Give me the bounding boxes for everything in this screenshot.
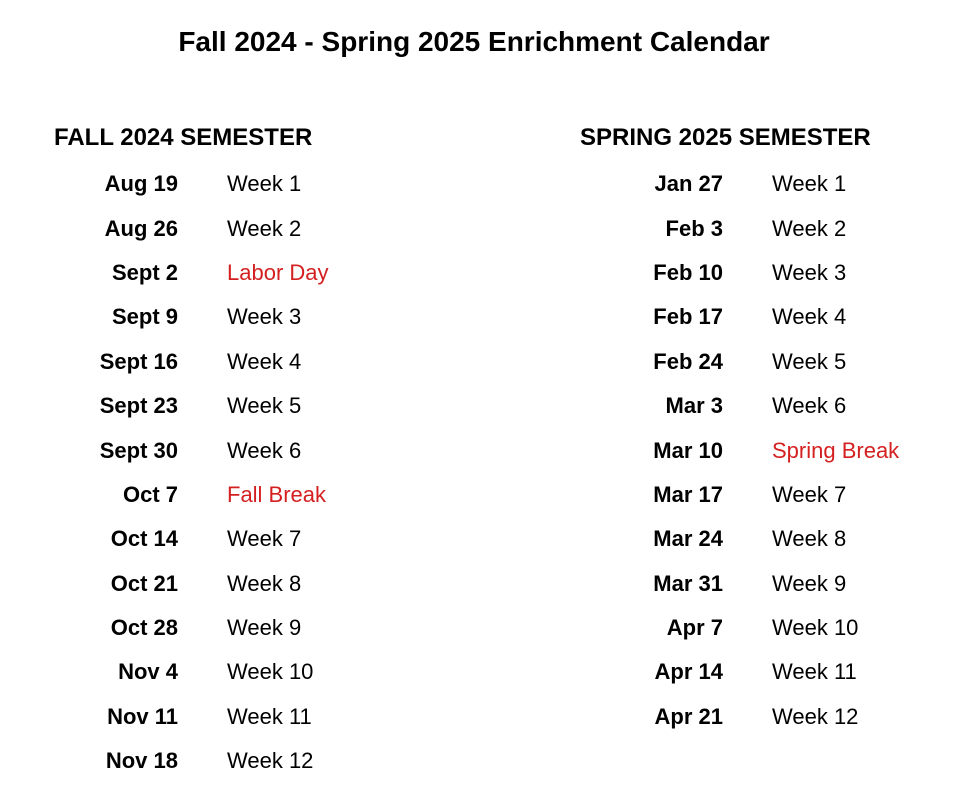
week-date: Sept 23	[99, 393, 178, 419]
week-label: Week 3	[772, 259, 847, 285]
week-label: Week 7	[772, 481, 847, 507]
week-label: Week 10	[772, 615, 859, 641]
week-label: Week 9	[772, 570, 847, 596]
week-date: Aug 19	[104, 171, 178, 197]
week-date: Apr 21	[654, 703, 723, 729]
schedule-row	[54, 562, 329, 606]
week-label: Week 8	[227, 570, 302, 596]
week-label: Week 8	[772, 526, 847, 552]
schedule-row	[54, 384, 329, 428]
week-date: Sept 2	[111, 259, 178, 285]
week-date: Feb 17	[653, 304, 723, 330]
schedule-row	[54, 695, 329, 739]
week-label: Week 7	[227, 526, 302, 552]
week-date: Oct 28	[110, 615, 178, 641]
fall-semester-section	[54, 120, 329, 783]
schedule-row	[54, 650, 329, 694]
week-date: Oct 7	[122, 481, 178, 507]
week-date: Mar 24	[653, 526, 723, 552]
spring-semester-heading: SPRING 2025 SEMESTER	[580, 124, 871, 151]
spring-semester-section	[580, 120, 899, 739]
week-label: Week 6	[772, 393, 847, 419]
schedule-row	[580, 384, 899, 428]
week-label: Week 2	[227, 215, 302, 241]
week-date: Feb 3	[665, 215, 723, 241]
fall-semester-heading: FALL 2024 SEMESTER	[54, 124, 313, 151]
schedule-row	[580, 473, 899, 517]
schedule-row	[580, 517, 899, 561]
week-label: Week 5	[772, 348, 847, 374]
schedule-row	[54, 606, 329, 650]
week-date: Oct 14	[110, 526, 178, 552]
week-date: Oct 21	[110, 570, 178, 596]
week-label: Week 1	[227, 171, 302, 197]
week-date: Nov 11	[107, 703, 178, 729]
week-date: Jan 27	[654, 171, 723, 197]
schedule-row	[54, 428, 329, 472]
schedule-row	[54, 340, 329, 384]
week-label: Week 11	[227, 703, 312, 729]
week-label: Week 3	[227, 304, 302, 330]
week-label: Week 12	[227, 748, 314, 774]
week-date: Mar 31	[653, 570, 723, 596]
schedule-row	[54, 251, 329, 295]
schedule-row	[580, 162, 899, 206]
holiday-label: Fall Break	[227, 481, 327, 507]
schedule-row	[54, 473, 329, 517]
week-date: Feb 24	[653, 348, 723, 374]
schedule-row	[580, 695, 899, 739]
week-date: Sept 9	[111, 304, 178, 330]
week-label: Week 12	[772, 703, 859, 729]
holiday-label: Labor Day	[227, 259, 329, 285]
calendar-title: Fall 2024 - Spring 2025 Enrichment Calendar	[178, 26, 770, 57]
week-date: Apr 14	[654, 659, 723, 685]
schedule-row	[580, 606, 899, 650]
fall-schedule-list	[54, 162, 329, 783]
week-date: Sept 16	[99, 348, 178, 374]
week-label: Week 10	[227, 659, 314, 685]
week-date: Nov 18	[105, 748, 178, 774]
schedule-row	[580, 562, 899, 606]
week-date: Apr 7	[666, 615, 723, 641]
schedule-row	[580, 650, 899, 694]
week-date: Mar 17	[653, 481, 723, 507]
schedule-row	[54, 162, 329, 206]
week-date: Sept 30	[99, 437, 178, 463]
schedule-row	[54, 739, 329, 783]
schedule-row	[580, 206, 899, 250]
week-date: Aug 26	[104, 215, 178, 241]
week-label: Week 6	[227, 437, 302, 463]
week-label: Week 11	[772, 659, 857, 685]
schedule-row	[54, 295, 329, 339]
week-date: Nov 4	[118, 659, 178, 685]
week-label: Week 4	[227, 348, 302, 374]
schedule-row	[580, 428, 899, 472]
schedule-row	[580, 340, 899, 384]
week-date: Mar 3	[665, 393, 723, 419]
schedule-row	[580, 295, 899, 339]
week-label: Week 9	[227, 615, 302, 641]
schedule-row	[580, 251, 899, 295]
spring-schedule-list	[580, 162, 899, 739]
week-date: Mar 10	[653, 437, 723, 463]
holiday-label: Spring Break	[772, 437, 900, 463]
week-label: Week 2	[772, 215, 847, 241]
week-date: Feb 10	[653, 259, 723, 285]
week-label: Week 5	[227, 393, 302, 419]
week-label: Week 4	[772, 304, 847, 330]
week-label: Week 1	[772, 171, 847, 197]
schedule-row	[54, 206, 329, 250]
schedule-row	[54, 517, 329, 561]
